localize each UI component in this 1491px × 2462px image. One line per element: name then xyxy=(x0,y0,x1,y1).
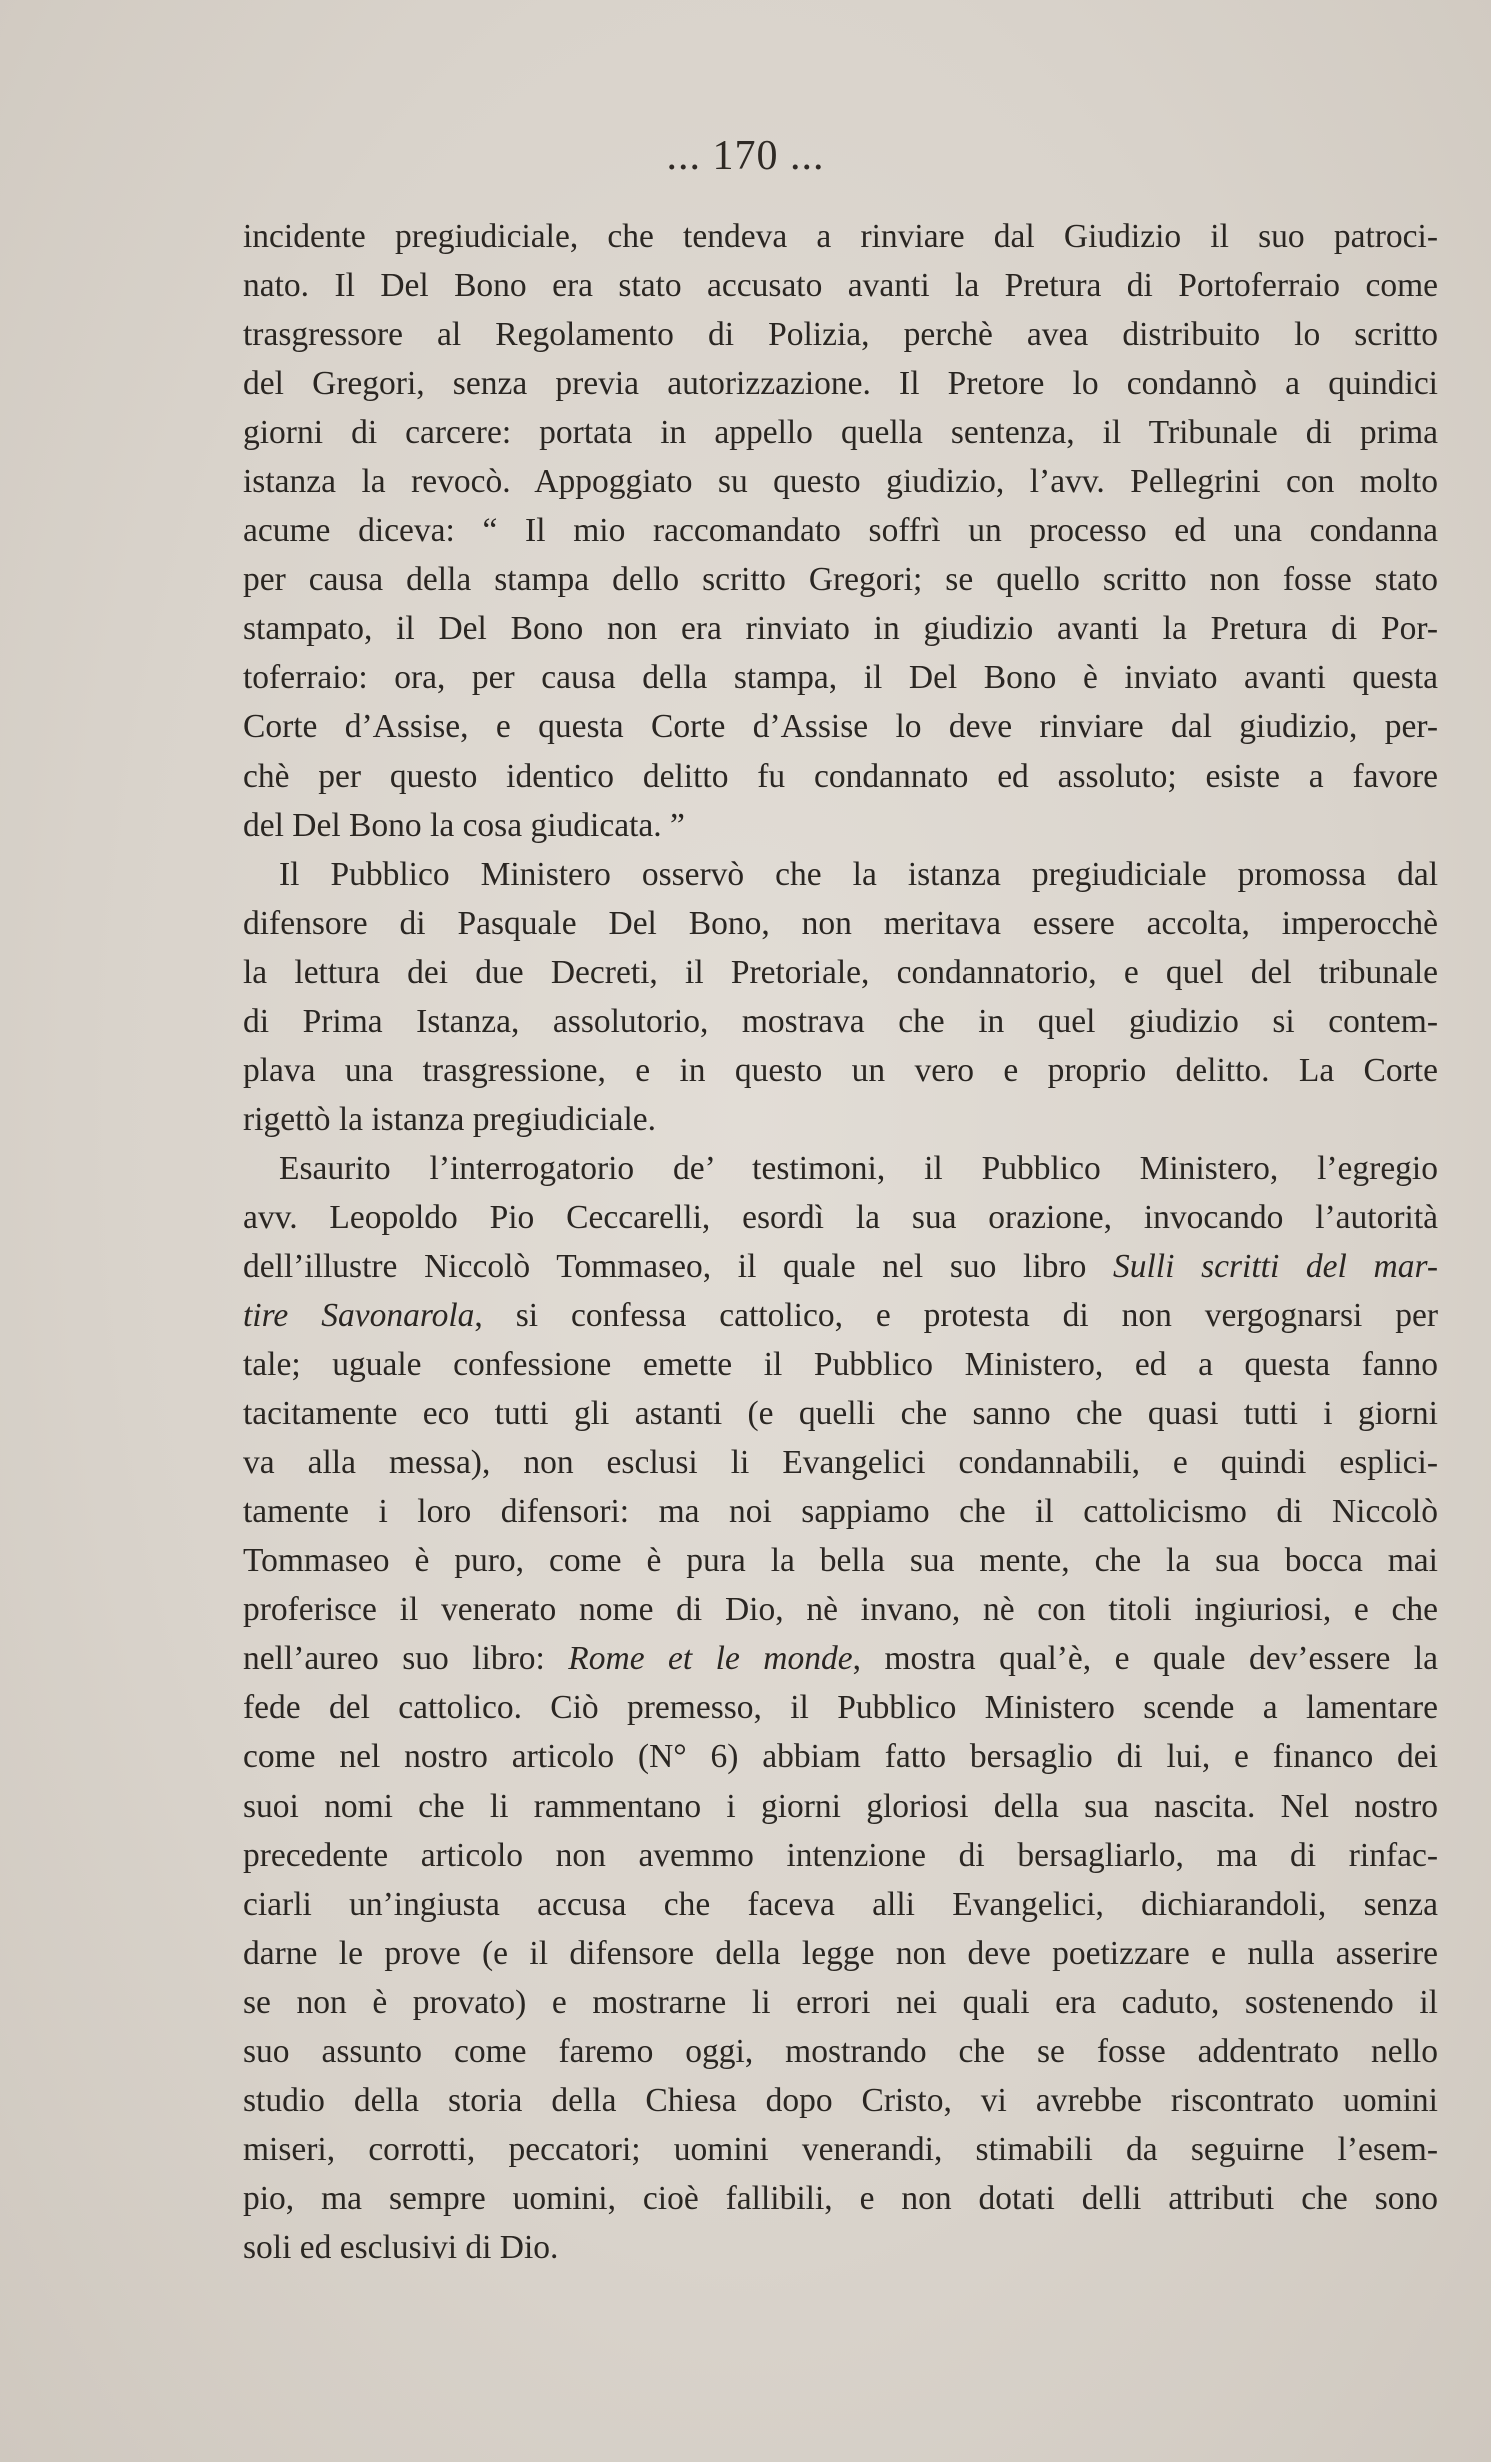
text-line: pio, ma sempre uomini, cioè fallibili, e non dotati delli attributi che sono xyxy=(243,2179,1438,2217)
text-line: va alla messa), non esclusi li Evangelici condannabili, e quindi esplici- xyxy=(243,1444,1438,1482)
book-title-italic: Sulli scritti del mar- xyxy=(1113,1247,1438,1285)
text-line: se non è provato) e mostrarne li errori nei quali era caduto, sostenendo il xyxy=(243,1983,1438,2021)
text-line xyxy=(243,1634,1438,1683)
text-line: tamente i loro difensori: ma noi sappiamo che il cattolicismo di Niccolò xyxy=(243,1493,1438,1531)
book-title-italic: Rome et le monde xyxy=(568,1640,853,1678)
text-line: precedente articolo non avemmo intenzione di bersagliarlo, ma di rinfac- xyxy=(243,1836,1438,1874)
text-line: acume diceva: “ Il mio raccomandato soffrì un processo ed una condanna xyxy=(243,512,1438,550)
text-line xyxy=(243,1242,1438,1291)
text-line: trasgressore al Regolamento di Polizia, perchè avea distribuito lo scritto xyxy=(243,316,1438,354)
text-line: suoi nomi che li rammentano i giorni gloriosi della sua nascita. Nel nostro xyxy=(243,1787,1438,1825)
text-line: stampato, il Del Bono non era rinviato in giudizio avanti la Pretura di Por- xyxy=(243,610,1438,648)
text-line: tacitamente eco tutti gli astanti (e quelli che sanno che quasi tutti i giorni xyxy=(243,1395,1438,1433)
text-line: studio della storia della Chiesa dopo Cristo, vi avrebbe riscontrato uomini xyxy=(243,2081,1438,2119)
text-segment: , mostra qual’è, e quale dev’essere la xyxy=(852,1640,1438,1678)
text-line: Corte d’Assise, e questa Corte d’Assise lo deve rinviare dal giudizio, per- xyxy=(243,708,1438,746)
text-line: rigettò la istanza pregiudiciale. xyxy=(243,1100,656,1138)
text-line: plava una trasgressione, e in questo un vero e proprio delitto. La Corte xyxy=(243,1051,1438,1089)
text-line: incidente pregiudiciale, che tendeva a rinviare dal Giudizio il suo patroci- xyxy=(243,218,1438,255)
text-line: istanza la revocò. Appoggiato su questo giudizio, l’avv. Pellegrini con molto xyxy=(243,463,1438,501)
text-line: del Del Bono la cosa giudicata. ” xyxy=(243,806,685,844)
text-segment: dell’illustre Niccolò Tommaseo, il quale nel suo libro xyxy=(243,1247,1113,1285)
text-line: avv. Leopoldo Pio Ceccarelli, esordì la sua orazione, invocando l’autorità xyxy=(243,1198,1438,1236)
text-line: come nel nostro articolo (N° 6) abbiam fatto bersaglio di lui, e financo dei xyxy=(243,1738,1438,1776)
text-line: per causa della stampa dello scritto Gregori; se quello scritto non fosse stato xyxy=(243,561,1438,599)
book-title-italic: tire Savonarola xyxy=(243,1297,475,1335)
text-line xyxy=(243,1291,1438,1340)
text-line: giorni di carcere: portata in appello quella sentenza, il Tribunale di prima xyxy=(243,414,1438,452)
text-line: del Gregori, senza previa autorizzazione. Il Pretore lo condannò a quindici xyxy=(243,365,1438,403)
body-text xyxy=(243,212,1438,2272)
text-line: miseri, corrotti, peccatori; uomini venerandi, stimabili da seguirne l’esem- xyxy=(243,2130,1438,2168)
text-line: soli ed esclusivi di Dio. xyxy=(243,2228,559,2266)
text-line: proferisce il venerato nome di Dio, nè invano, nè con titoli ingiuriosi, e che xyxy=(243,1591,1438,1629)
text-line: la lettura dei due Decreti, il Pretoriale, condannatorio, e quel del tribunale xyxy=(243,953,1438,991)
text-line: suo assunto come faremo oggi, mostrando che se fosse addentrato nello xyxy=(243,2032,1438,2070)
paragraph-first-line: Esaurito l’interrogatorio de’ testimoni, il Pubblico Ministero, l’egregio xyxy=(279,1149,1438,1187)
text-line: nato. Il Del Bono era stato accusato avanti la Pretura di Portoferraio come xyxy=(243,267,1438,305)
page-number: ... 170 ... xyxy=(666,133,825,179)
text-line: toferraio: ora, per causa della stampa, il Del Bono è inviato avanti questa xyxy=(243,659,1438,697)
text-line: chè per questo identico delitto fu condannato ed assoluto; esiste a favore xyxy=(243,757,1438,795)
text-line: fede del cattolico. Ciò premesso, il Pubblico Ministero scende a lamentare xyxy=(243,1689,1438,1727)
text-line: Tommaseo è puro, come è pura la bella sua mente, che la sua bocca mai xyxy=(243,1542,1438,1580)
text-line: tale; uguale confessione emette il Pubblico Ministero, ed a questa fanno xyxy=(243,1346,1438,1384)
text-line: difensore di Pasquale Del Bono, non meritava essere accolta, imperocchè xyxy=(243,904,1438,942)
text-segment: nell’aureo suo libro: xyxy=(243,1640,569,1678)
text-segment: , si confessa cattolico, e protesta di non vergognarsi per xyxy=(474,1297,1438,1335)
text-line: ciarli un’ingiusta accusa che faceva alli Evangelici, dichiarandoli, senza xyxy=(243,1885,1438,1923)
text-line: darne le prove (e il difensore della legge non deve poetizzare e nulla asserire xyxy=(243,1934,1438,1972)
paragraph-first-line: Il Pubblico Ministero osservò che la istanza pregiudiciale promossa dal xyxy=(279,855,1438,893)
text-line: di Prima Istanza, assolutorio, mostrava che in quel giudizio si contem- xyxy=(243,1002,1438,1040)
